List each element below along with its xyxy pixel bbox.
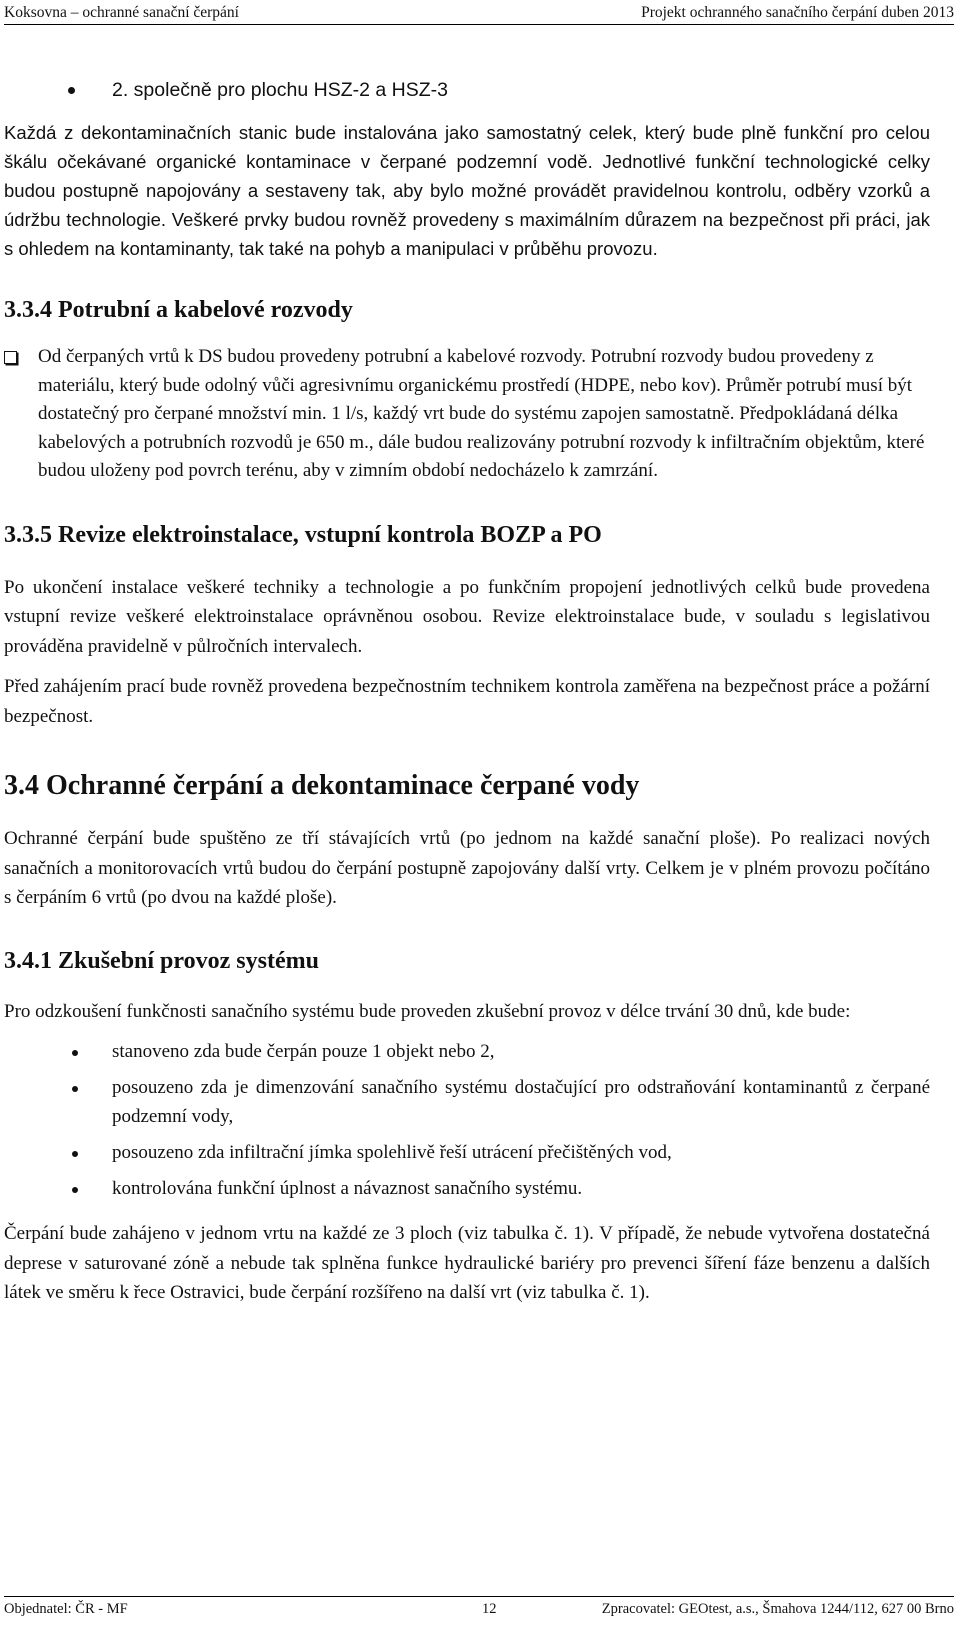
bullet-icon <box>72 1151 78 1157</box>
bullet-icon <box>72 1086 78 1092</box>
bullet-icon <box>72 1187 78 1193</box>
bullet-icon <box>72 1050 78 1056</box>
page-content <box>4 76 930 1308</box>
paragraph-bozp: Před zahájením prací bude rovněž provedena bezpečnostním technikem kontrola zaměřena na bezpečnost práce a požární bezpečnost. <box>4 676 930 727</box>
checklist-item: Od čerpaných vrtů k DS budou provedeny potrubní a kabelové rozvody. Potrubní rozvody budou provedeny z materiálu, který bude odolný vůči agresivnímu organickému prostředí (HDPE, nebo kov). Průměr potrubí musí být dostatečný pro čerpané množství min. 1 l/s, každý vrt bude do systému zapojen samostatně. Předpokládaná délka kabelových a potrubních rozvodů je 650 m., dále budou realizovány potrubní rozvody k infiltračním objektům, které budou uloženy pod povrch terénu, aby v zimním období nedocházelo k zamrzání. <box>4 343 930 486</box>
heading-3-4: 3.4 Ochranné čerpání a dekontaminace čerpané vody <box>4 770 640 801</box>
page-number: 12 <box>482 1601 497 1617</box>
paragraph-revize: Po ukončení instalace veškeré techniky a technologie a po funkčním propojení jednotlivých celků bude provedena vstupní revize veškeré elektroinstalace oprávněnou osobou. Revize elektroinstalace bude, v souladu s legislativou prováděna pravidelně v půlročních intervalech. <box>4 576 930 657</box>
list-item: 2. společně pro plochu HSZ-2 a HSZ-3 <box>4 76 930 104</box>
paragraph-ochranne-cerpani: Ochranné čerpání bude spuštěno ze tří stávajících vrtů (po jednom na každé sanační ploše). Po realizaci nových sanačních a monitorovacích vrtů budou do čerpání postupně zapojovány další vrty. Celkem je v plném provozu počítáno s čerpáním 6 vrtů (po dvou na každé ploše). <box>4 828 930 908</box>
paragraph-zkusebni-provoz: Pro odzkoušení funkčnosti sanačního systému bude proveden zkušební provoz v délce trvání 30 dnů, kde bude: <box>4 1000 851 1022</box>
checkbox-icon <box>4 351 17 364</box>
footer-right: Zpracovatel: GEOtest, a.s., Šmahova 1244/112, 627 00 Brno <box>601 1601 954 1617</box>
header-right: Projekt ochranného sanačního čerpání duben 2013 <box>641 4 954 21</box>
header-left: Koksovna – ochranné sanační čerpání <box>4 4 239 21</box>
heading-3-3-4: 3.3.4 Potrubní a kabelové rozvody <box>4 297 353 323</box>
heading-3-3-5: 3.3.5 Revize elektroinstalace, vstupní kontrola BOZP a PO <box>4 521 602 548</box>
paragraph-cerpani-zahajeno: Čerpání bude zahájeno v jednom vrtu na každé ze 3 ploch (viz tabulka č. 1). V případě, že nebude vytvořena dostatečná deprese v saturované zóně a nebude tak splněna funkce hydraulické bariéry pro prevenci šíření fáze benzenu a dalších látek ve směru k řece Ostravici, bude čerpání rozšířeno na další vrt (viz tabulka č. 1). <box>4 1223 930 1303</box>
heading-3-4-1: 3.4.1 Zkušební provoz systému <box>4 947 319 974</box>
paragraph-dekontaminacni-stanice: Každá z dekontaminačních stanic bude instalována jako samostatný celek, který bude plně funkční pro celou škálu očekávané organické kontaminace v čerpané podzemní vodě. Jednotlivé funkční technologické celky budou postupně napojovány a sestaveny tak, aby bylo možné provádět pravidelnou kontrolu, odběry vzorků a údržbu technologie. Veškeré prvky budou rovněž provedeny s maximálním důrazem na bezpečnost při práci, jak s ohledem na kontaminanty, tak také na pohyb a manipulaci v průběhu provozu. <box>4 122 930 259</box>
list-item: stanoveno zda bude čerpán pouze 1 objekt nebo 2, <box>4 1037 930 1066</box>
page-footer <box>4 1596 954 1625</box>
list-item: posouzeno zda infiltrační jímka spolehlivě řeší utrácení přečištěných vod, <box>4 1138 930 1167</box>
list-item: kontrolována funkční úplnost a návaznost sanačního systému. <box>4 1174 930 1203</box>
bullet-list <box>4 1037 930 1203</box>
page-header <box>4 0 954 25</box>
bullet-icon <box>68 87 75 94</box>
footer-left: Objednatel: ČR - MF <box>4 1601 128 1617</box>
list-item: posouzeno zda je dimenzování sanačního systému dostačující pro odstraňování kontaminantů z čerpané podzemní vody, <box>4 1073 930 1131</box>
